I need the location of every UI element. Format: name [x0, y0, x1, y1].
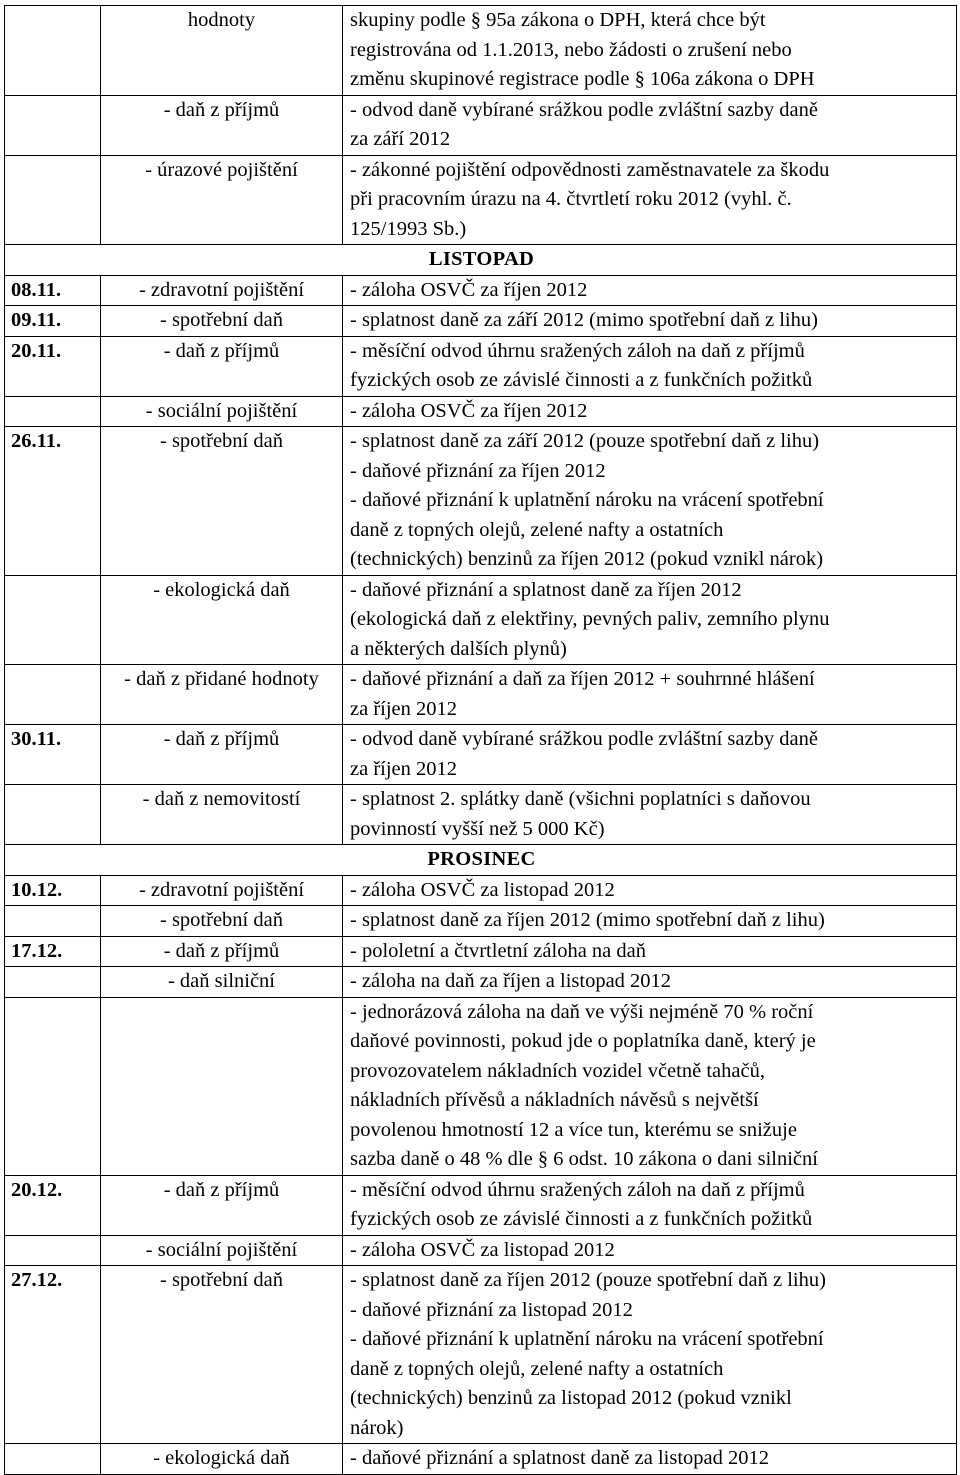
description-line: za září 2012 — [350, 128, 451, 150]
tax-type: hodnoty — [101, 6, 343, 96]
obligation-description — [343, 1175, 957, 1235]
description-line: - odvod daně vybírané srážkou podle zvláštní sazby daně — [350, 728, 818, 750]
description-line: povinností vyšší než 5 000 Kč) — [350, 817, 605, 840]
table-row — [5, 665, 957, 725]
description-line: fyzických osob ze závislé činnosti a z funkčních požitků — [350, 1208, 813, 1230]
obligation-description — [343, 1444, 957, 1475]
description-line: - daňové přiznání a daň za říjen 2012 + souhrnné hlášení — [350, 668, 815, 690]
table-row — [5, 936, 957, 967]
due-date: 20.12. — [5, 1175, 101, 1235]
description-line: daně z topných olejů, zelené nafty a ostatních — [350, 1357, 724, 1380]
tax-type: - daň z příjmů — [101, 725, 343, 785]
obligation-description — [343, 396, 957, 427]
month-heading: PROSINEC — [5, 845, 957, 876]
table-row — [5, 1444, 957, 1475]
due-date — [5, 575, 101, 665]
description-line: a některých dalších plynů) — [350, 637, 567, 660]
obligation-description — [343, 665, 957, 725]
due-date: 20.11. — [5, 336, 101, 396]
description-line: (technických) benzinů za listopad 2012 (pokud vznikl — [350, 1387, 792, 1409]
table-row — [5, 1175, 957, 1235]
due-date — [5, 785, 101, 845]
table-row — [5, 997, 957, 1175]
description-line: - záloha OSVČ za listopad 2012 — [350, 1238, 615, 1261]
due-date — [5, 906, 101, 937]
tax-type: - zdravotní pojištění — [101, 875, 343, 906]
description-line: - daňové přiznání a splatnost daně za říjen 2012 — [350, 578, 742, 601]
tax-type: - ekologická daň — [101, 1444, 343, 1475]
obligation-description — [343, 95, 957, 155]
table-row — [5, 785, 957, 845]
tax-type: - sociální pojištění — [101, 396, 343, 427]
description-line: - měsíční odvod úhrnu sražených záloh na daň z příjmů — [350, 1178, 805, 1201]
due-date — [5, 1444, 101, 1475]
obligation-description — [343, 275, 957, 306]
due-date — [5, 155, 101, 245]
tax-type: - úrazové pojištění — [101, 155, 343, 245]
due-date — [5, 665, 101, 725]
obligation-description — [343, 1266, 957, 1444]
description-line: sazba daně o 48 % dle § 6 odst. 10 zákona o dani silniční — [350, 1148, 818, 1170]
description-line: za říjen 2012 — [350, 757, 458, 780]
description-line: 125/1993 Sb.) — [350, 217, 467, 240]
due-date — [5, 1235, 101, 1266]
description-line: - odvod daně vybírané srážkou podle zvláštní sazby daně — [350, 98, 818, 121]
obligation-description — [343, 155, 957, 245]
description-line: provozovatelem nákladních vozidel včetně tahačů, — [350, 1059, 765, 1082]
obligation-description — [343, 906, 957, 937]
table-row — [5, 875, 957, 906]
description-line: - daňové přiznání za listopad 2012 — [350, 1298, 633, 1321]
description-line: nákladních přívěsů a nákladních návěsů s největší — [350, 1089, 759, 1111]
month-heading: LISTOPAD — [5, 245, 957, 276]
due-date — [5, 396, 101, 427]
description-line: - záloha OSVČ za listopad 2012 — [350, 878, 615, 901]
tax-type — [101, 997, 343, 1175]
description-line: - splatnost daně za září 2012 (mimo spotřební daň z lihu) — [350, 309, 818, 331]
obligation-description — [343, 427, 957, 576]
tax-type: - daň z přidané hodnoty — [101, 665, 343, 725]
due-date — [5, 997, 101, 1175]
description-line: - pololetní a čtvrtletní záloha na daň — [350, 939, 646, 962]
description-line: povolenou hmotností 12 a více tun, kterému se snižuje — [350, 1118, 797, 1141]
table-row — [5, 906, 957, 937]
due-date: 30.11. — [5, 725, 101, 785]
table-row — [5, 306, 957, 337]
tax-type: - daň z příjmů — [101, 936, 343, 967]
due-date — [5, 967, 101, 998]
tax-type: - ekologická daň — [101, 575, 343, 665]
table-row — [5, 155, 957, 245]
table-row — [5, 95, 957, 155]
obligation-description — [343, 336, 957, 396]
tax-type: - zdravotní pojištění — [101, 275, 343, 306]
due-date: 10.12. — [5, 875, 101, 906]
description-line: - splatnost daně za říjen 2012 (mimo spotřební daň z lihu) — [350, 909, 825, 931]
table-row — [5, 6, 957, 96]
tax-type: - daň z příjmů — [101, 336, 343, 396]
due-date: 08.11. — [5, 275, 101, 306]
description-line: (ekologická daň z elektřiny, pevných paliv, zemního plynu — [350, 608, 830, 630]
table-row — [5, 1235, 957, 1266]
description-line: - splatnost daně za září 2012 (pouze spotřební daň z lihu) — [350, 430, 820, 452]
table-row — [5, 336, 957, 396]
tax-calendar-table — [4, 5, 957, 1475]
description-line: - jednorázová záloha na daň ve výši nejméně 70 % roční — [350, 1000, 814, 1023]
obligation-description — [343, 967, 957, 998]
obligation-description — [343, 6, 957, 96]
description-line: skupiny podle § 95a zákona o DPH, která chce být — [350, 9, 766, 31]
description-line: nárok) — [350, 1416, 404, 1439]
description-line: - měsíční odvod úhrnu sražených záloh na daň z příjmů — [350, 339, 805, 362]
description-line: - záloha na daň za říjen a listopad 2012 — [350, 970, 672, 992]
description-line: - daňové přiznání k uplatnění nároku na vrácení spotřební — [350, 1328, 824, 1350]
description-line: - splatnost 2. splátky daně (všichni poplatníci s daňovou — [350, 788, 811, 810]
description-line: - záloha OSVČ za říjen 2012 — [350, 278, 588, 301]
tax-type: - spotřební daň — [101, 906, 343, 937]
tax-type: - daň z příjmů — [101, 1175, 343, 1235]
table-row — [5, 396, 957, 427]
month-header-row — [5, 245, 957, 276]
due-date: 26.11. — [5, 427, 101, 576]
tax-type: - daň z nemovitostí — [101, 785, 343, 845]
tax-type: - spotřební daň — [101, 306, 343, 337]
description-line: - zákonné pojištění odpovědnosti zaměstnavatele za škodu — [350, 158, 830, 181]
obligation-description — [343, 725, 957, 785]
tax-type: - sociální pojištění — [101, 1235, 343, 1266]
due-date: 09.11. — [5, 306, 101, 337]
table-row — [5, 575, 957, 665]
description-line: daňové povinnosti, pokud jde o poplatníka daně, který je — [350, 1030, 816, 1052]
tax-calendar-body — [5, 6, 957, 1475]
tax-type: - spotřební daň — [101, 427, 343, 576]
description-line: - záloha OSVČ za říjen 2012 — [350, 399, 588, 422]
description-line: - daňové přiznání za říjen 2012 — [350, 459, 606, 482]
description-line: registrována od 1.1.2013, nebo žádosti o zrušení nebo — [350, 38, 792, 61]
obligation-description — [343, 936, 957, 967]
description-line: za říjen 2012 — [350, 697, 458, 720]
description-line: změnu skupinové registrace podle § 106a zákona o DPH — [350, 68, 815, 90]
due-date — [5, 95, 101, 155]
description-line: - daňové přiznání a splatnost daně za listopad 2012 — [350, 1447, 769, 1469]
obligation-description — [343, 997, 957, 1175]
obligation-description — [343, 306, 957, 337]
table-row — [5, 725, 957, 785]
description-line: (technických) benzinů za říjen 2012 (pokud vznikl nárok) — [350, 548, 824, 570]
description-line: daně z topných olejů, zelené nafty a ostatních — [350, 518, 724, 541]
obligation-description — [343, 575, 957, 665]
obligation-description — [343, 1235, 957, 1266]
obligation-description — [343, 785, 957, 845]
description-line: fyzických osob ze závislé činnosti a z funkčních požitků — [350, 369, 813, 391]
obligation-description — [343, 875, 957, 906]
table-row — [5, 427, 957, 576]
description-line: - splatnost daně za říjen 2012 (pouze spotřební daň z lihu) — [350, 1269, 826, 1291]
tax-type: - daň silniční — [101, 967, 343, 998]
table-row — [5, 967, 957, 998]
tax-type: - daň z příjmů — [101, 95, 343, 155]
description-line: při pracovním úrazu na 4. čtvrtletí roku 2012 (vyhl. č. — [350, 188, 792, 210]
table-row — [5, 275, 957, 306]
due-date: 27.12. — [5, 1266, 101, 1444]
month-header-row — [5, 845, 957, 876]
description-line: - daňové přiznání k uplatnění nároku na vrácení spotřební — [350, 489, 824, 511]
due-date: 17.12. — [5, 936, 101, 967]
due-date — [5, 6, 101, 96]
table-row — [5, 1266, 957, 1444]
tax-type: - spotřební daň — [101, 1266, 343, 1444]
